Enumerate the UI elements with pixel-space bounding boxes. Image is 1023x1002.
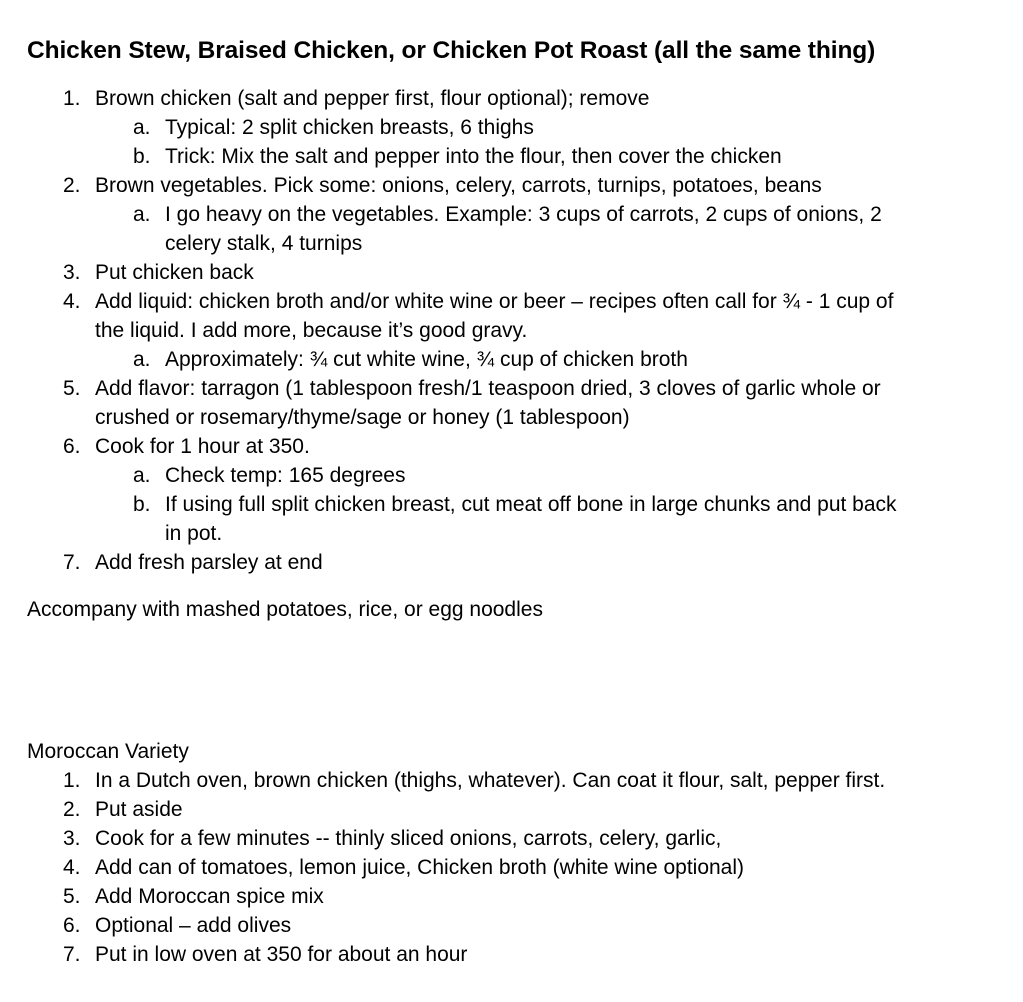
- list-marker: 5.: [63, 377, 81, 400]
- list-item: [0, 795, 1023, 824]
- list-item-text: Brown vegetables. Pick some: onions, celery, carrots, turnips, potatoes, beans: [95, 174, 822, 197]
- list-item: [0, 374, 1023, 432]
- list-item: [0, 824, 1023, 853]
- list-item-sub: [0, 200, 1023, 258]
- list-item-sub: [0, 345, 1023, 374]
- list-marker: 1.: [63, 769, 81, 792]
- list-item-text: Optional – add olives: [95, 914, 292, 937]
- page-title: Chicken Stew, Braised Chicken, or Chicken Pot Roast (all the same thing): [27, 37, 876, 65]
- list-marker: 3.: [63, 261, 81, 284]
- list-item-text: Typical: 2 split chicken breasts, 6 thighs: [165, 116, 534, 139]
- list-item-sub: [0, 490, 1023, 548]
- list-item-text: Add Moroccan spice mix: [95, 885, 324, 908]
- main-recipe-list: [0, 84, 1023, 577]
- list-item: [0, 287, 1023, 345]
- list-item-text: Add can of tomatoes, lemon juice, Chicken broth (white wine optional): [95, 856, 745, 879]
- list-item-sub: [0, 461, 1023, 490]
- list-item: [0, 911, 1023, 940]
- list-item: [0, 853, 1023, 882]
- list-item-text: Put in low oven at 350 for about an hour: [95, 943, 468, 966]
- list-item: [0, 548, 1023, 577]
- list-marker: 6.: [63, 435, 81, 458]
- list-item-sub: [0, 113, 1023, 142]
- moroccan-section-heading: Moroccan Variety: [27, 740, 189, 763]
- list-item-text: Cook for a few minutes -- thinly sliced onions, carrots, celery, garlic,: [95, 827, 722, 850]
- list-item-text: In a Dutch oven, brown chicken (thighs, whatever). Can coat it flour, salt, pepper first.: [95, 769, 886, 792]
- list-item: [0, 882, 1023, 911]
- list-item-text: Check temp: 165 degrees: [165, 464, 406, 487]
- list-item-text: If using full split chicken breast, cut meat off bone in large chunks and put back in pot.: [165, 493, 897, 545]
- list-item: [0, 84, 1023, 113]
- list-marker: 5.: [63, 885, 81, 908]
- list-marker: b.: [133, 493, 151, 516]
- list-item-text: I go heavy on the vegetables. Example: 3 cups of carrots, 2 cups of onions, 2 celery stalk, 4 turnips: [165, 203, 882, 255]
- list-marker: 1.: [63, 87, 81, 110]
- list-marker: 7.: [63, 943, 81, 966]
- list-item: [0, 171, 1023, 200]
- list-item-sub: [0, 142, 1023, 171]
- list-marker: a.: [133, 348, 151, 371]
- list-marker: b.: [133, 145, 151, 168]
- list-item: [0, 766, 1023, 795]
- list-marker: 2.: [63, 174, 81, 197]
- list-marker: a.: [133, 464, 151, 487]
- list-item-text: Approximately: ¾ cut white wine, ¾ cup of chicken broth: [165, 348, 688, 371]
- moroccan-recipe-list: [0, 766, 1023, 969]
- list-marker: 3.: [63, 827, 81, 850]
- list-marker: a.: [133, 116, 151, 139]
- list-item-text: Cook for 1 hour at 350.: [95, 435, 310, 458]
- list-item-text: Put aside: [95, 798, 183, 821]
- list-item-text: Add fresh parsley at end: [95, 551, 323, 574]
- list-marker: 4.: [63, 856, 81, 879]
- list-item-text: Add liquid: chicken broth and/or white wine or beer – recipes often call for ¾ - 1 cup of the liquid. I add more, because it’s good gravy.: [95, 290, 894, 342]
- list-item-text: Trick: Mix the salt and pepper into the flour, then cover the chicken: [165, 145, 782, 168]
- list-item-text: Put chicken back: [95, 261, 254, 284]
- accompaniment-line: Accompany with mashed potatoes, rice, or egg noodles: [27, 598, 543, 621]
- list-marker: 6.: [63, 914, 81, 937]
- list-item: [0, 432, 1023, 461]
- list-marker: 7.: [63, 551, 81, 574]
- list-item: [0, 258, 1023, 287]
- list-item-text: Add flavor: tarragon (1 tablespoon fresh/1 teaspoon dried, 3 cloves of garlic whole or crushed or rosemary/thyme/sage or honey (1 tablespoon): [95, 377, 881, 429]
- list-marker: 4.: [63, 290, 81, 313]
- list-marker: a.: [133, 203, 151, 226]
- list-marker: 2.: [63, 798, 81, 821]
- list-item: [0, 940, 1023, 969]
- list-item-text: Brown chicken (salt and pepper first, flour optional); remove: [95, 87, 650, 110]
